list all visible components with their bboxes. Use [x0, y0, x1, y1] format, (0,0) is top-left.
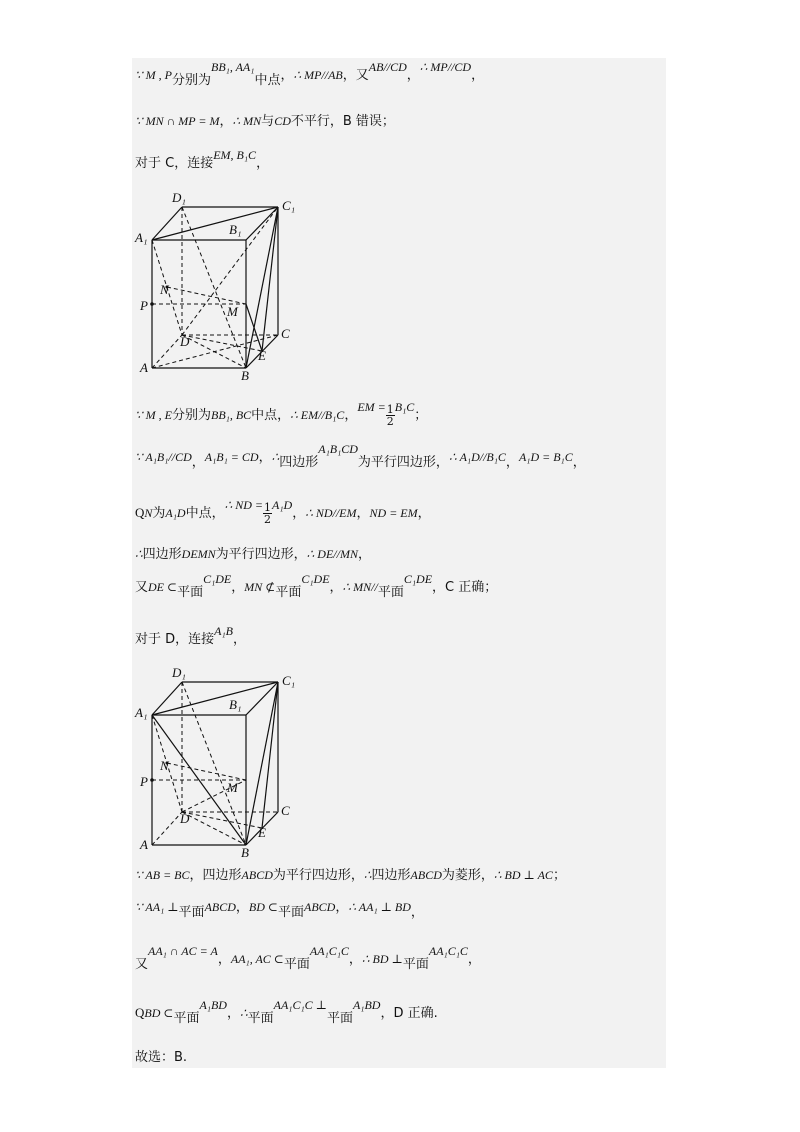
text-span: ∴ MN: [232, 114, 262, 128]
text-span: 分别为: [171, 408, 211, 423]
text-span: 为平行四边形，: [357, 455, 449, 470]
text-span: 平面: [178, 905, 205, 920]
solution-line-14: [135, 1048, 187, 1067]
label-C: C: [281, 326, 290, 341]
text-span: BB₁, AA₁: [210, 60, 255, 74]
text-span: ∴ DE//MN: [306, 547, 358, 561]
text-span: 对于 C，连接: [135, 156, 214, 171]
text-span: ABCD: [204, 900, 236, 914]
text-span: A₁BD: [352, 998, 381, 1012]
prism-diagram-2: [134, 665, 299, 857]
text-span: ∴ MP//AB: [293, 68, 343, 82]
text-span: 故选：B.: [135, 1050, 188, 1065]
prism-figure-1: [134, 190, 299, 384]
text-span: 平面: [283, 957, 310, 972]
text-span: ∵ M , E: [135, 408, 172, 422]
label-B1: B₁: [229, 697, 242, 712]
text-span: ∴ BD ⊥: [361, 952, 403, 966]
text-span: 与: [261, 114, 275, 129]
text-span: BD ⊂: [144, 1006, 174, 1020]
text-span: ；: [414, 408, 428, 423]
text-span: 不平行，B 错误；: [290, 114, 395, 129]
text-span: Q: [135, 505, 145, 520]
solution-line-5: [135, 442, 586, 470]
text-span: 对于 D，连接: [135, 632, 215, 647]
text-span: 中点: [254, 73, 281, 88]
text-span: ，: [467, 952, 481, 967]
text-span: ，: [235, 900, 249, 915]
text-span: ∴ EM//B₁C: [290, 408, 345, 422]
text-span: ，: [292, 506, 306, 521]
text-span: 分别为: [171, 73, 211, 88]
text-span: 又: [135, 580, 149, 595]
text-span: ，: [471, 68, 485, 83]
fraction-denominator: 2: [386, 415, 394, 428]
text-span: C₁DE: [203, 572, 232, 586]
text-span: AA₁, AC ⊂: [230, 952, 284, 966]
text-span: ∵ AB = BC: [135, 868, 190, 882]
text-span: 平面: [247, 1011, 274, 1026]
text-span: ，: [256, 156, 270, 171]
label-D1: D₁: [172, 665, 186, 680]
text-span: DEMN: [181, 547, 216, 561]
text-span: ，: [226, 1006, 240, 1021]
text-span: ，: [219, 114, 233, 129]
text-span: AA₁ ∩ AC = A: [148, 944, 218, 958]
text-span: 为: [152, 506, 166, 521]
text-span: 为平行四边形，: [272, 868, 364, 883]
solution-line-1: [135, 60, 485, 88]
label-B: B: [241, 368, 249, 380]
text-span: ，: [356, 506, 370, 521]
text-span: ND = EM: [369, 506, 418, 520]
label-C: C: [281, 803, 290, 818]
text-span: A₁B₁CD: [318, 442, 358, 456]
text-span: ∴ MN//: [342, 580, 378, 594]
text-span: ∴ ND//EM: [305, 506, 357, 520]
text-span: ABCD: [410, 868, 442, 882]
label-C1: C₁: [282, 673, 296, 688]
text-span: B₁C: [394, 400, 415, 414]
text-span: ，: [217, 952, 231, 967]
text-span: ，: [572, 455, 586, 470]
text-span: ∴: [363, 868, 372, 882]
solution-line-13: [135, 998, 438, 1026]
text-span: ，: [505, 455, 519, 470]
text-span: ∵ M , P: [135, 68, 172, 82]
solution-line-12: [135, 944, 481, 972]
text-span: 四边形: [142, 547, 182, 562]
text-span: ，: [357, 547, 371, 562]
solution-line-4: [135, 400, 428, 428]
text-span: ，: [191, 455, 205, 470]
text-span: ，: [417, 506, 431, 521]
label-A: A: [140, 837, 148, 852]
label-B: B: [241, 845, 249, 857]
solution-line-6: [135, 498, 431, 526]
text-span: ，: [233, 632, 247, 647]
text-span: ∴ BD ⊥ AC: [493, 868, 553, 882]
fraction-denominator: 2: [264, 513, 272, 526]
text-span: 平面: [275, 585, 302, 600]
text-span: ，: [280, 68, 294, 83]
label-P: P: [140, 298, 148, 313]
text-span: ，C 正确；: [432, 580, 498, 595]
label-A: A: [140, 360, 148, 375]
prism-figure-2: [134, 665, 299, 861]
text-span: 平面: [326, 1011, 353, 1026]
text-span: CD: [274, 114, 291, 128]
text-span: N: [144, 506, 153, 520]
text-span: 平面: [277, 905, 304, 920]
text-span: 平面: [177, 585, 204, 600]
text-span: ∴: [271, 450, 280, 464]
text-span: A₁BD: [199, 998, 227, 1012]
text-span: ，: [410, 905, 424, 920]
text-span: ∴ MP//CD: [419, 60, 472, 74]
text-span: ∵ A₁B₁//CD: [135, 450, 192, 464]
text-span: 中点，: [185, 506, 225, 521]
text-span: 四边形: [279, 455, 319, 470]
prism-diagram-1: [134, 190, 299, 380]
label-D: D: [180, 811, 190, 826]
text-span: C₁DE: [301, 572, 330, 586]
label-E: E: [258, 825, 266, 840]
fraction: [386, 404, 395, 427]
text-span: ABCD: [241, 868, 273, 882]
label-M: M: [227, 780, 238, 795]
text-span: ∴: [135, 547, 143, 561]
text-span: 四边形: [371, 868, 411, 883]
text-span: ，: [329, 580, 343, 595]
label-A1: A₁: [135, 705, 148, 720]
text-span: ∴ AA₁ ⊥ BD: [348, 900, 411, 914]
text-span: BB₁, BC: [210, 408, 252, 422]
label-A1: A₁: [135, 230, 148, 245]
text-span: 中点，: [251, 408, 291, 423]
text-span: ∵ MN ∩ MP = M: [135, 114, 220, 128]
text-span: ，: [344, 408, 358, 423]
text-span: AB//CD: [368, 60, 407, 74]
text-span: ∴ A₁D//B₁C: [448, 450, 506, 464]
text-span: ，四边形: [189, 868, 242, 883]
solution-line-10: [135, 866, 566, 885]
text-span: ，: [335, 900, 349, 915]
label-N: N: [160, 282, 169, 297]
label-D: D: [180, 334, 190, 349]
text-span: ABCD: [304, 900, 336, 914]
text-span: 平面: [377, 585, 404, 600]
text-span: 为平行四边形，: [215, 547, 307, 562]
text-span: MN ⊄: [244, 580, 276, 594]
label-B1: B₁: [229, 222, 242, 237]
solution-line-8: [135, 572, 498, 600]
solution-line-3: [135, 148, 270, 173]
text-span: ，又: [342, 68, 369, 83]
text-span: ，D 正确.: [380, 1006, 438, 1021]
text-span: ∴ ND =: [224, 498, 264, 512]
text-span: ，: [348, 952, 362, 967]
text-span: A₁D: [272, 498, 293, 512]
label-N: N: [160, 758, 169, 773]
text-span: ，: [406, 68, 420, 83]
fraction-numerator: 1: [386, 403, 394, 416]
text-span: AA₁C₁C: [309, 944, 349, 958]
solution-line-11: [135, 898, 424, 920]
text-span: A₁B: [214, 624, 233, 638]
label-P: P: [140, 774, 148, 789]
text-span: DE ⊂: [148, 580, 178, 594]
text-span: ，: [231, 580, 245, 595]
solution-line-9: [135, 624, 247, 649]
text-span: EM, B₁C: [213, 148, 257, 162]
text-span: AA₁C₁C: [428, 944, 468, 958]
label-M: M: [227, 304, 238, 319]
solution-line-2: [135, 112, 395, 131]
solution-line-7: [135, 545, 371, 564]
text-span: AA₁C₁C ⊥: [273, 998, 327, 1012]
fraction: [263, 502, 272, 525]
text-span: C₁DE: [403, 572, 433, 586]
text-span: Q: [135, 1005, 145, 1020]
label-C1: C₁: [282, 198, 296, 213]
text-span: ；: [552, 868, 566, 883]
label-D1: D₁: [172, 190, 186, 205]
text-span: EM =: [357, 400, 386, 414]
text-span: 平面: [402, 957, 429, 972]
text-span: ∵ AA₁ ⊥: [135, 900, 179, 914]
fraction-numerator: 1: [264, 501, 272, 514]
text-span: BD ⊂: [248, 900, 278, 914]
text-span: A₁B₁ = CD: [204, 450, 259, 464]
text-span: 又: [135, 957, 149, 972]
text-span: 平面: [173, 1011, 200, 1026]
text-span: 为菱形，: [441, 868, 494, 883]
text-span: A₁D: [165, 506, 186, 520]
text-span: A₁D = B₁C: [518, 450, 573, 464]
text-span: ，: [258, 450, 272, 465]
label-E: E: [258, 348, 266, 363]
text-span: ∴: [239, 1006, 248, 1020]
